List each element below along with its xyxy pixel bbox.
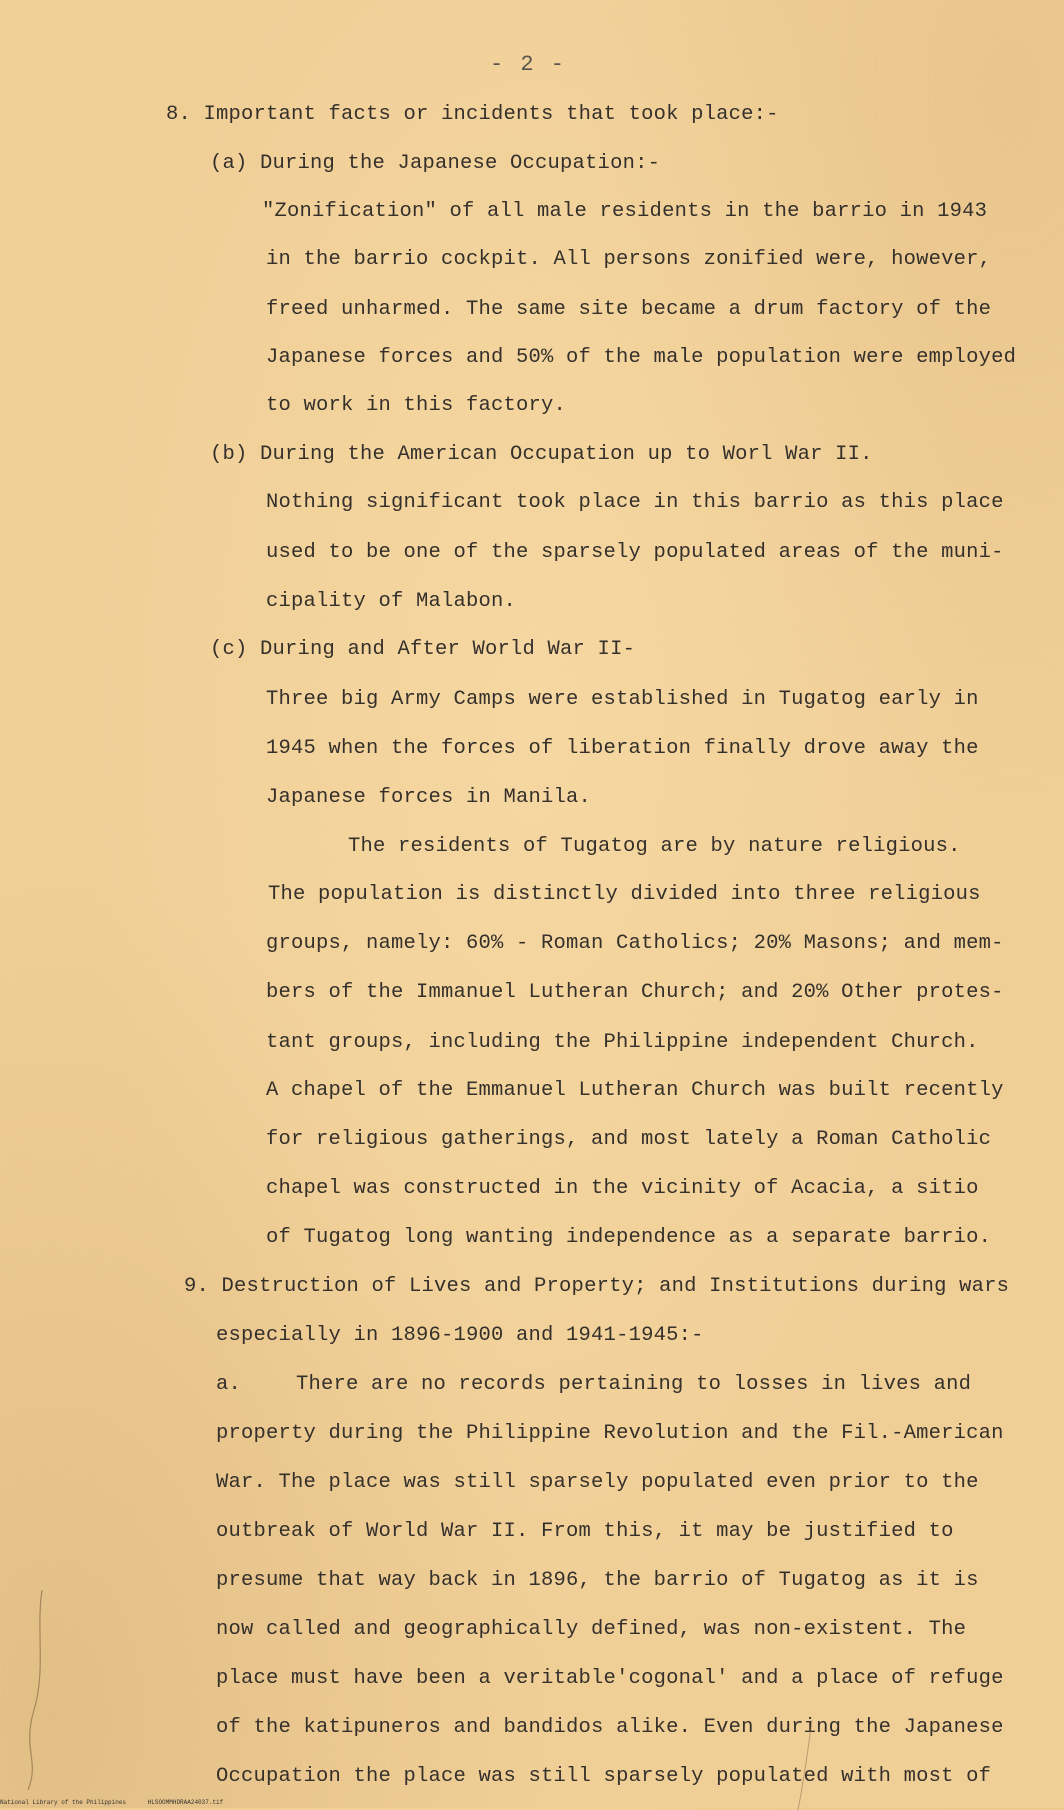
section-8a-line: Japanese forces and 50% of the male population were employed (266, 346, 1017, 369)
section-8b-line: cipality of Malabon. (266, 590, 517, 613)
section-9-heading: especially in 1896-1900 and 1941-1945:- (216, 1324, 704, 1347)
section-8a-line: "Zonification" of all male residents in the barrio in 1943 (262, 200, 988, 223)
section-8c-line: Three big Army Camps were established in Tugatog early in (266, 688, 979, 711)
section-9a-line: place must have been a veritable'cogonal' and a place of refuge (216, 1667, 1004, 1690)
section-8a-line: freed unharmed. The same site became a drum factory of the (266, 298, 992, 321)
section-8a-heading: (a) During the Japanese Occupation:- (210, 152, 661, 175)
section-9a-line: now called and geographically defined, was non-existent. The (216, 1618, 967, 1641)
section-9-heading: 9. Destruction of Lives and Property; and Institutions during wars (184, 1275, 1010, 1298)
section-9a-line: Occupation the place was still sparsely populated with most of (216, 1765, 992, 1788)
religion-paragraph-line: A chapel of the Emmanuel Lutheran Church was built recently (266, 1079, 1004, 1102)
section-8a-line: in the barrio cockpit. All persons zonified were, however, (266, 248, 992, 271)
section-8b-line: Nothing significant took place in this barrio as this place (266, 491, 1004, 514)
footer-library: National Library of the Philippines (0, 1799, 127, 1806)
section-9a-line: property during the Philippine Revolution and the Fil.-American (216, 1422, 1004, 1445)
religion-paragraph-line: chapel was constructed in the vicinity of Acacia, a sitio (266, 1177, 979, 1200)
section-9a-line: presume that way back in 1896, the barrio of Tugatog as it is (216, 1569, 979, 1592)
section-9a-line: outbreak of World War II. From this, it may be justified to (216, 1520, 954, 1543)
section-9a-line: War. The place was still sparsely populated even prior to the (216, 1471, 979, 1494)
footer-file: HLSOOMMHDRAA24037.tif (147, 1799, 224, 1806)
section-8c-line: Japanese forces in Manila. (266, 786, 592, 809)
section-8b-line: used to be one of the sparsely populated areas of the muni- (266, 541, 1004, 564)
section-8b-heading: (b) During the American Occupation up to Worl War II. (210, 443, 873, 466)
section-8c-line: 1945 when the forces of liberation finally drove away the (266, 737, 979, 760)
section-8a-line: to work in this factory. (266, 394, 567, 417)
section-8-heading: 8. Important facts or incidents that took place:- (166, 103, 779, 126)
paper-crease-mark (790, 1720, 820, 1810)
religion-paragraph-line: groups, namely: 60% - Roman Catholics; 20% Masons; and mem- (266, 932, 1004, 955)
religion-paragraph-line: bers of the Immanuel Lutheran Church; and 20% Other protes- (266, 981, 1004, 1004)
paper-tear-mark (22, 1590, 52, 1790)
page-number: - 2 - (490, 52, 567, 77)
religion-paragraph-line: The population is distinctly divided into three religious (268, 883, 981, 906)
section-9a-line: of the katipuneros and bandidos alike. Even during the Japanese (216, 1716, 1004, 1739)
scan-footer (0, 1799, 241, 1806)
religion-paragraph-line: of Tugatog long wanting independence as a separate barrio. (266, 1226, 992, 1249)
religion-paragraph-line: The residents of Tugatog are by nature religious. (348, 835, 961, 858)
section-9a-first-line: There are no records pertaining to losses in lives and (296, 1373, 972, 1396)
section-9a-line (216, 1373, 971, 1396)
section-8c-heading: (c) During and After World War II- (210, 638, 636, 661)
section-9a-label: a. (216, 1373, 242, 1396)
religion-paragraph-line: tant groups, including the Philippine independent Church. (266, 1031, 979, 1054)
religion-paragraph-line: for religious gatherings, and most lately a Roman Catholic (266, 1128, 992, 1151)
